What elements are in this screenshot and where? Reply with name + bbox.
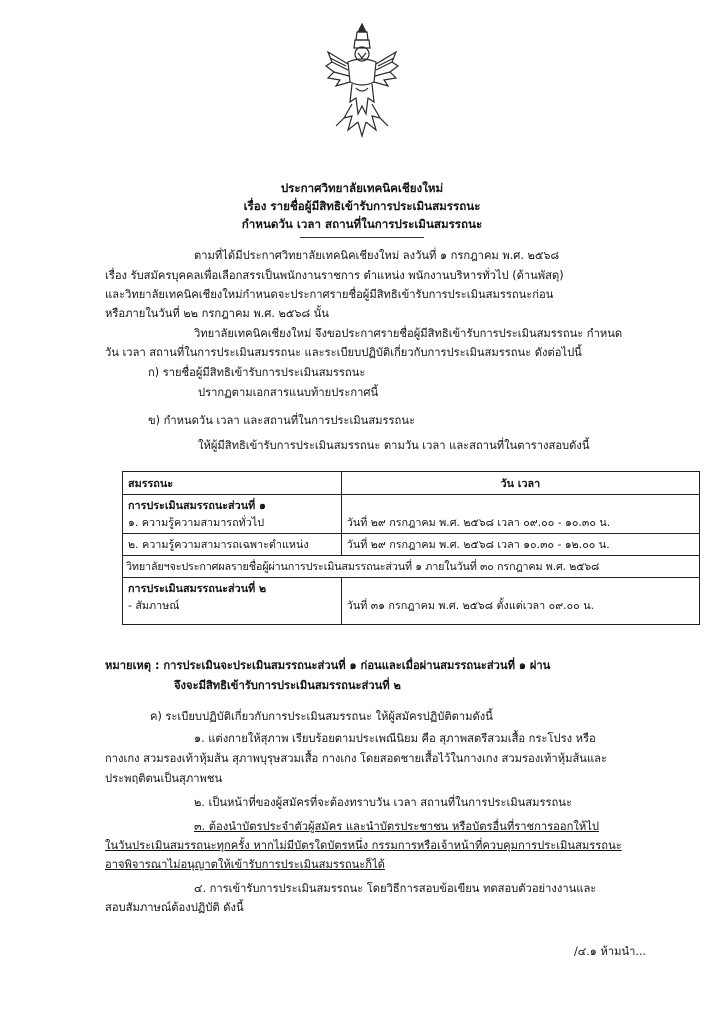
garuda-emblem <box>322 22 402 138</box>
section-a-body: ปรากฏตามเอกสารแนบท้ายประกาศนี้ <box>198 386 379 399</box>
section-b-body: ให้ผู้มีสิทธิเข้ารับการประเมินสมรรถนะ ตามวัน เวลา และสถานที่ในตารางสอบดังนี้ <box>198 439 590 452</box>
part2-title: การประเมินสมรรถนะส่วนที่ ๒ <box>128 582 267 595</box>
rule1-line2: กางเกง สวมรองเท้าหุ้มส้น สุภาพบุรุษสวมเสื้อ กางเกง โดยสอดชายเสื้อไว้ในกางเกง สวมรองเท้าหุ้มส้นและ <box>105 752 608 765</box>
schedule-table <box>122 471 700 625</box>
intro-p1-line3: และวิทยาลัยเทคนิคเชียงใหม่กำหนดจะประกาศรายชื่อผู้มีสิทธิเข้ารับการประเมินสมรรถนะก่อน <box>105 288 554 301</box>
part1-row2-time: วันที่ ๒๙ กรกฎาคม พ.ศ. ๒๕๖๘ เวลา ๑๐.๓๐ - ๑๒.๐๐ น. <box>341 534 699 556</box>
intro-p1-line4: หรือภายในวันที่ ๒๒ กรกฎาคม พ.ศ. ๒๕๖๘ นั้น <box>105 307 329 320</box>
section-a-title: ก) รายชื่อผู้มีสิทธิเข้ารับการประเมินสมรรถนะ <box>148 366 366 379</box>
rule4-line1: ๔. การเข้ารับการประเมินสมรรถนะ โดยวิธีการสอบข้อเขียน ทดสอบตัวอย่างงานและ <box>194 882 597 895</box>
part1-title: การประเมินสมรรถนะส่วนที่ ๑ <box>128 499 266 512</box>
part1-row1-time: วันที่ ๒๙ กรกฎาคม พ.ศ. ๒๕๖๘ เวลา ๐๙.๐๐ - ๑๐.๓๐ น. <box>346 516 611 529</box>
rule3-line3: อาจพิจารณาไม่อนุญาตให้เข้ารับการประเมินสมรรถนะก็ได้ <box>105 858 385 871</box>
col-competency-header: สมรรถนะ <box>123 472 342 495</box>
remark-line2: จึงจะมีสิทธิเข้ารับการประเมินสมรรถนะส่วนที่ ๒ <box>174 679 401 692</box>
part2-row1-label: - สัมภาษณ์ <box>128 599 180 612</box>
intro-p2-line1: วิทยาลัยเทคนิคเชียงใหม่ จึงขอประกาศรายชื่อผู้มีสิทธิเข้ารับการประเมินสมรรถนะ กำหนด <box>194 327 623 340</box>
col-datetime-header: วัน เวลา <box>341 472 699 495</box>
heading-announcement: ประกาศวิทยาลัยเทคนิคเชียงใหม่ <box>280 181 444 195</box>
intro-p2-line2: วัน เวลา สถานที่ในการประเมินสมรรถนะ และระเบียบปฏิบัติเกี่ยวกับการประเมินสมรรถนะ ดังต่อไปนี้ <box>105 346 582 359</box>
rule4-line2: สอบสัมภาษณ์ต้องปฏิบัติ ดังนี้ <box>105 901 244 914</box>
intro-p1-line1: ตามที่ได้มีประกาศวิทยาลัยเทคนิคเชียงใหม่ ลงวันที่ ๑ กรกฎาคม พ.ศ. ๒๕๖๘ <box>194 249 560 262</box>
rule3-line2: ในวันประเมินสมรรถนะทุกครั้ง หากไม่มีบัตรใดบัตรหนึ่ง กรรมการหรือเจ้าหน้าที่ควบคุมการประเมินสมรรถนะ <box>105 839 622 852</box>
announce-row: วิทยาลัยฯจะประกาศผลรายชื่อผู้ผ่านการประเมินสมรรถนะส่วนที่ ๑ ภายในวันที่ ๓๐ กรกฎาคม พ.ศ. ๒๕๖๘ <box>123 556 700 578</box>
rule1-line3: ประพฤติตนเป็นสุภาพชน <box>105 772 223 785</box>
section-b-title: ข) กำหนดวัน เวลา และสถานที่ในการประเมินสมรรถนะ <box>148 414 415 427</box>
table-row <box>123 578 700 625</box>
remark-line1: หมายเหตุ : การประเมินจะประเมินสมรรถนะส่วนที่ ๑ ก่อนและเมื่อผ่านสมรรถนะส่วนที่ ๑ ผ่าน <box>105 659 551 672</box>
part1-row1-label: ๑. ความรู้ความสามารถทั่วไป <box>128 516 265 529</box>
header-divider <box>300 237 424 238</box>
table-row <box>123 556 700 578</box>
part1-row2-label: ๒. ความรู้ความสามารถเฉพาะตำแหน่ง <box>123 534 342 556</box>
intro-p1-line2: เรื่อง รับสมัครบุคคลเพื่อเลือกสรรเป็นพนักงานราชการ ตำแหน่ง พนักงานบริหารทั่วไป (ด้านพัสดุ) <box>105 269 564 282</box>
table-row <box>123 495 700 534</box>
continued-note: /๔.๑ ห้ามนำ... <box>574 945 647 958</box>
rule2-line: ๒. เป็นหน้าที่ของผู้สมัครที่จะต้องทราบวัน เวลา สถานที่ในการประเมินสมรรถนะ <box>194 796 572 809</box>
rules-title: ค) ระเบียบปฏิบัติเกี่ยวกับการประเมินสมรรถนะ ให้ผู้สมัครปฏิบัติตามดังนี้ <box>150 710 493 723</box>
heading-subject: เรื่อง รายชื่อผู้มีสิทธิเข้ารับการประเมินสมรรถนะ <box>243 199 481 213</box>
heading-schedule: กำหนดวัน เวลา สถานที่ในการประเมินสมรรถนะ <box>241 217 483 231</box>
part2-row1-time: วันที่ ๓๑ กรกฎาคม พ.ศ. ๒๕๖๘ ตั้งแต่เวลา ๐๙.๐๐ น. <box>346 599 595 612</box>
table-header-row <box>123 472 700 495</box>
rule3-line1: ๓. ต้องนำบัตรประจำตัวผู้สมัคร และนำบัตรประชาชน หรือบัตรอื่นที่ราชการออกให้ไป <box>194 820 599 833</box>
table-row <box>123 534 700 556</box>
rule1-line1: ๑. แต่งกายให้สุภาพ เรียบร้อยตามประเพณีนิยม คือ สุภาพสตรีสวมเสื้อ กระโปรง หรือ <box>194 732 596 745</box>
